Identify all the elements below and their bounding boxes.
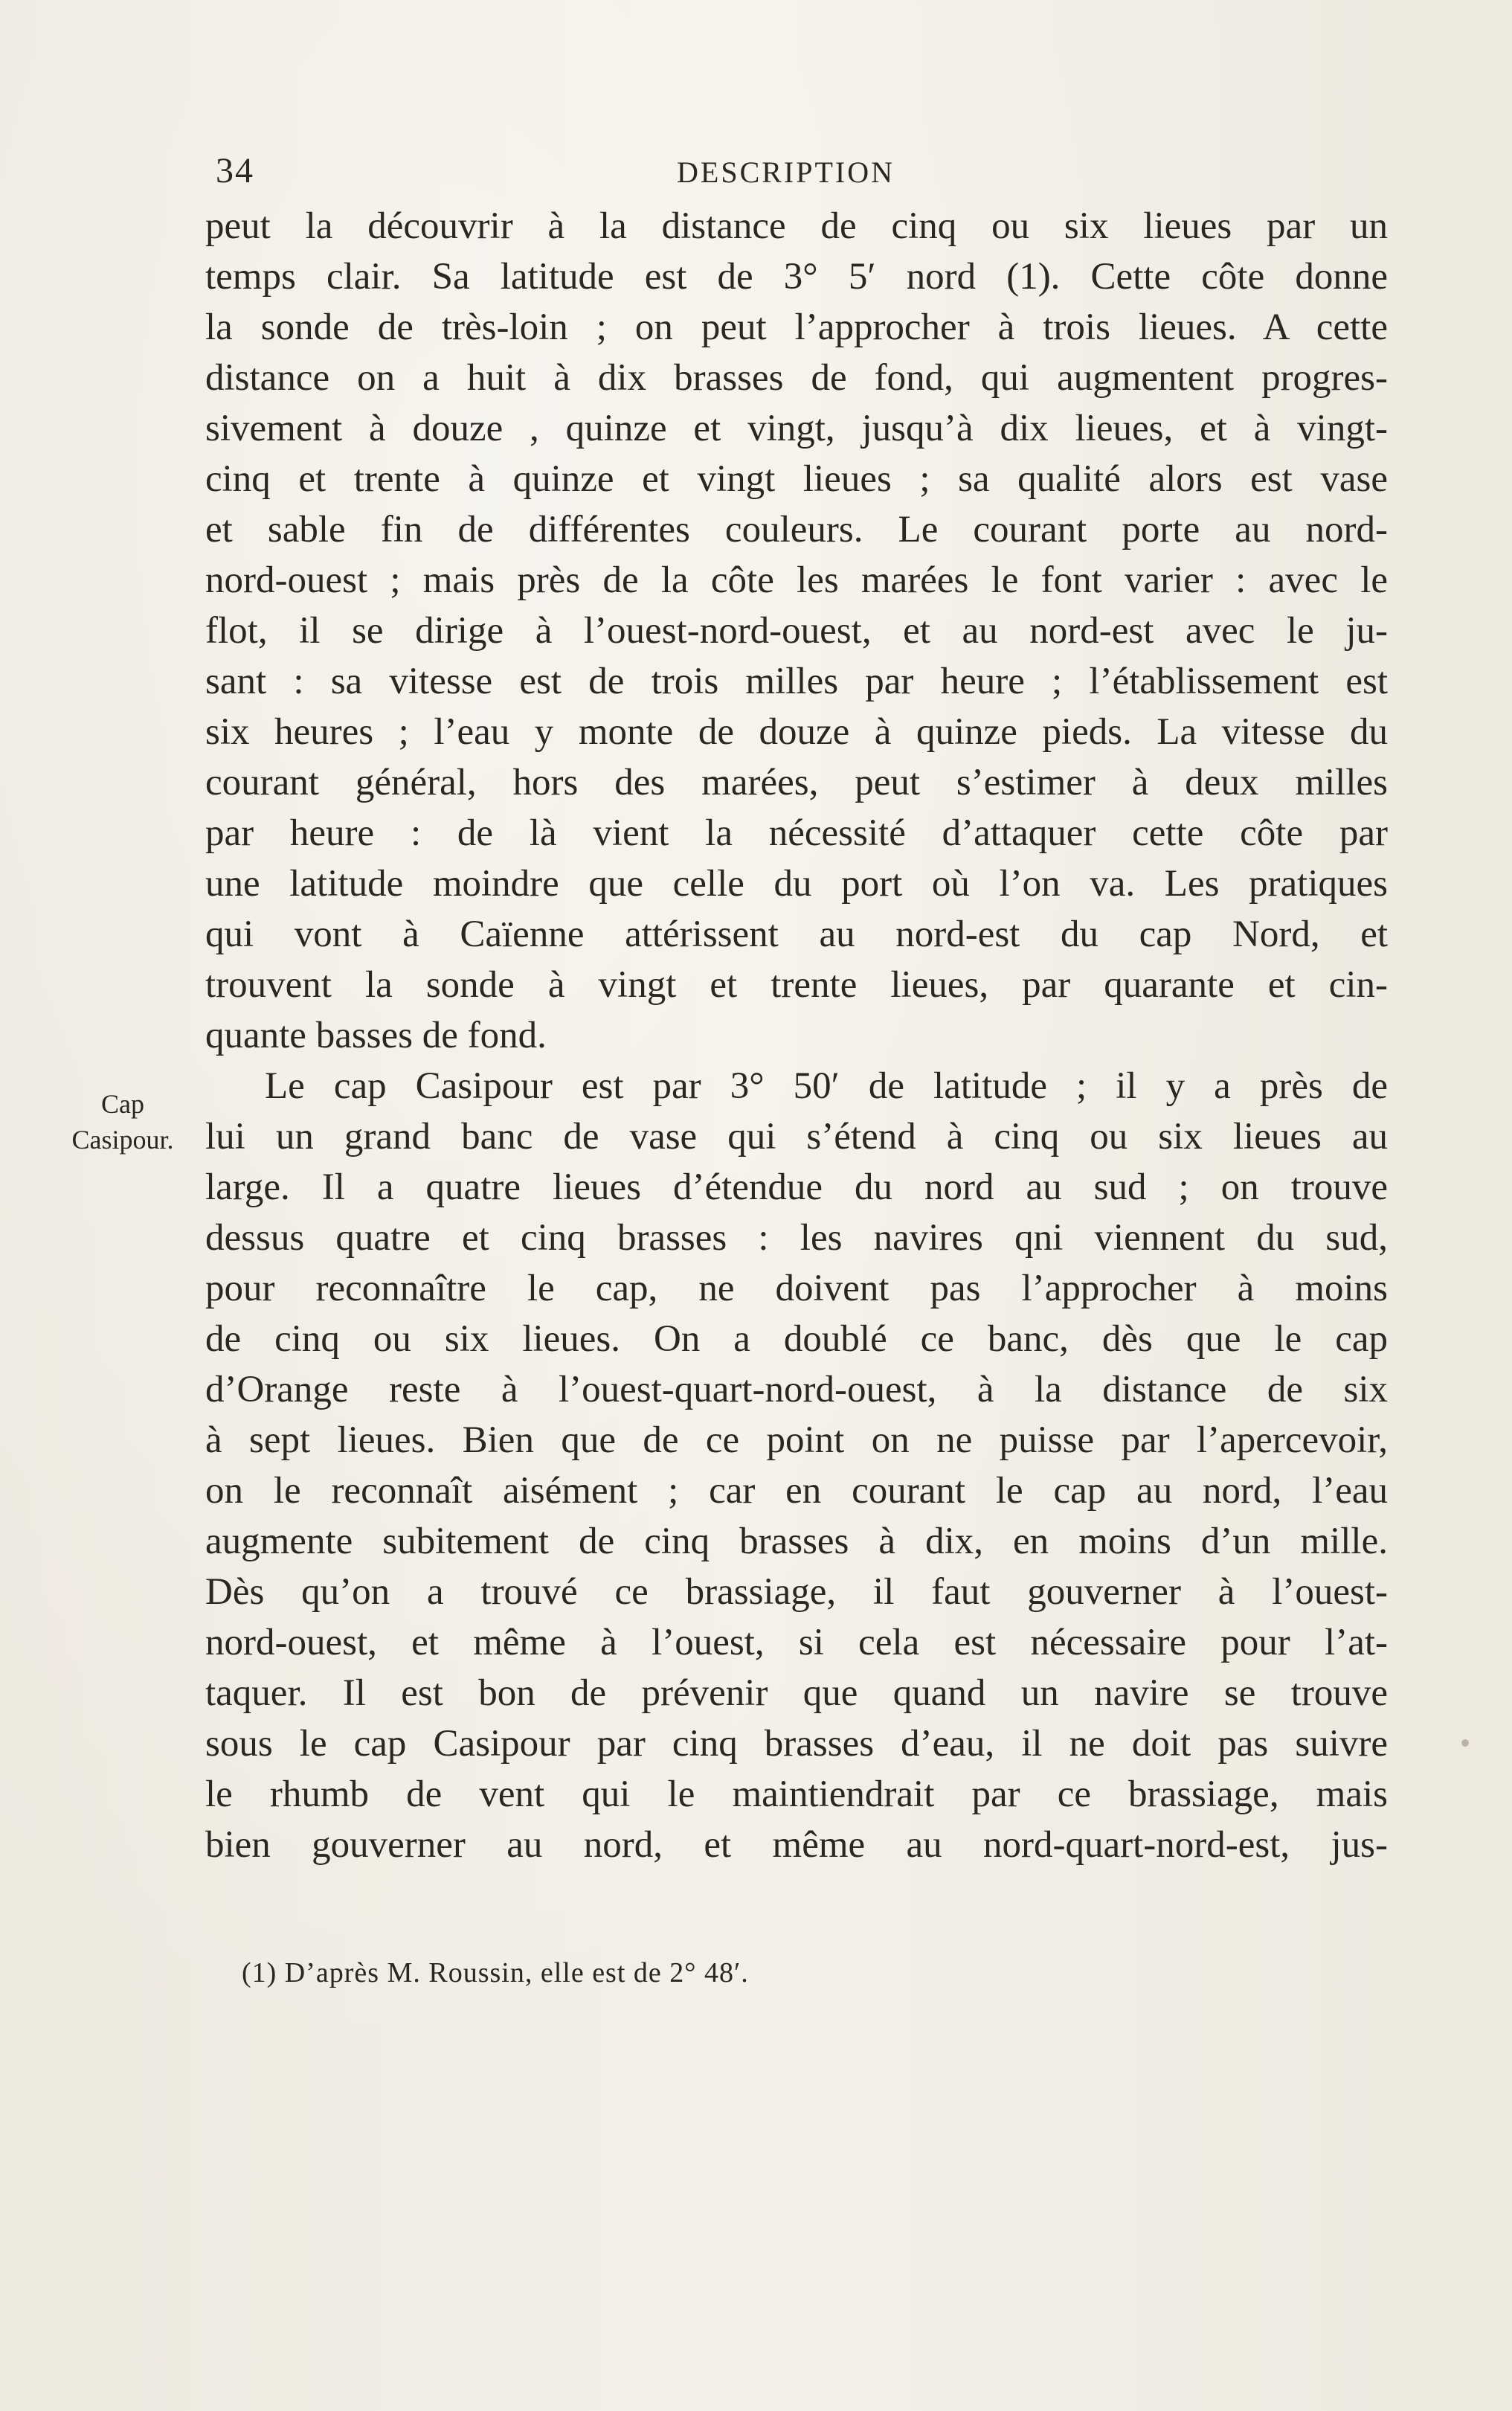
text-line: taquer. Il est bon de prévenir que quand un navire se trouve [205, 1672, 1388, 1714]
text-line: nord-ouest, et même à l’ouest, si cela est nécessaire pour l’at- [205, 1622, 1388, 1663]
text-line: une latitude moindre que celle du port où l’on va. Les pratiques [205, 863, 1388, 905]
page-header [216, 150, 1376, 195]
text-line: courant général, hors des marées, peut s’estimer à deux milles [205, 762, 1388, 803]
text-line: on le reconnaît aisément ; car en courant le cap au nord, l’eau [205, 1470, 1388, 1512]
text-line: quante basses de fond. [205, 1015, 547, 1056]
text-line: Dès qu’on a trouvé ce brassiage, il faut gouverner à l’ouest- [205, 1571, 1388, 1613]
text-line: peut la découvrir à la distance de cinq ou six lieues par un [205, 205, 1388, 247]
text-line: sant : sa vitesse est de trois milles par heure ; l’établissement est [205, 661, 1388, 702]
text-line: le rhumb de vent qui le maintiendrait par ce brassiage, mais [205, 1773, 1388, 1815]
body-text [205, 201, 1388, 1870]
text-line: et sable fin de différentes couleurs. Le courant porte au nord- [205, 509, 1388, 550]
text-line: trouvent la sonde à vingt et trente lieues, par quarante et cin- [205, 964, 1388, 1006]
text-line-paragraph-start: Le cap Casipour est par 3° 50′ de latitude ; il y a près de [265, 1065, 1388, 1107]
text-line: d’Orange reste à l’ouest-quart-nord-ouest, à la distance de six [205, 1369, 1388, 1410]
running-head: DESCRIPTION [677, 155, 895, 189]
footnote: (1) D’après M. Roussin, elle est de 2° 48′. [242, 1957, 749, 1988]
text-line: qui vont à Caïenne attérissent au nord-est du cap Nord, et [205, 914, 1388, 955]
text-line: large. Il a quatre lieues d’étendue du nord au sud ; on trouve [205, 1166, 1388, 1208]
margin-note-cap-casipour [45, 1086, 201, 1158]
page-number: 34 [216, 151, 254, 190]
text-line: flot, il se dirige à l’ouest-nord-ouest, et au nord-est avec le ju- [205, 610, 1388, 652]
text-line: distance on a huit à dix brasses de fond, qui augmentent progres- [205, 357, 1388, 399]
text-line: par heure : de là vient la nécessité d’attaquer cette côte par [205, 812, 1388, 854]
margin-note-line: Casipour. [71, 1125, 174, 1155]
text-line: temps clair. Sa latitude est de 3° 5′ nord (1). Cette côte donne [205, 256, 1388, 298]
text-line: à sept lieues. Bien que de ce point on ne puisse par l’apercevoir, [205, 1419, 1388, 1461]
text-line: lui un grand banc de vase qui s’étend à cinq ou six lieues au [205, 1116, 1388, 1158]
text-line: de cinq ou six lieues. On a doublé ce banc, dès que le cap [205, 1318, 1388, 1360]
text-line: la sonde de très-loin ; on peut l’approcher à trois lieues. A cette [205, 306, 1388, 348]
text-line: pour reconnaître le cap, ne doivent pas l’approcher à moins [205, 1268, 1388, 1309]
text-line: nord-ouest ; mais près de la côte les marées le font varier : avec le [205, 559, 1388, 601]
text-line: dessus quatre et cinq brasses : les navires qni viennent du sud, [205, 1217, 1388, 1259]
text-line: cinq et trente à quinze et vingt lieues ; sa qualité alors est vase [205, 458, 1388, 500]
margin-note-line: Cap [101, 1089, 144, 1119]
paper-speck [1461, 1739, 1469, 1747]
text-line: six heures ; l’eau y monte de douze à quinze pieds. La vitesse du [205, 711, 1388, 753]
text-line: bien gouverner au nord, et même au nord-quart-nord-est, jus- [205, 1824, 1388, 1866]
text-line: sivement à douze , quinze et vingt, jusqu’à dix lieues, et à vingt- [205, 408, 1388, 449]
text-line: sous le cap Casipour par cinq brasses d’eau, il ne doit pas suivre [205, 1723, 1388, 1765]
text-line: augmente subitement de cinq brasses à dix, en moins d’un mille. [205, 1521, 1388, 1562]
